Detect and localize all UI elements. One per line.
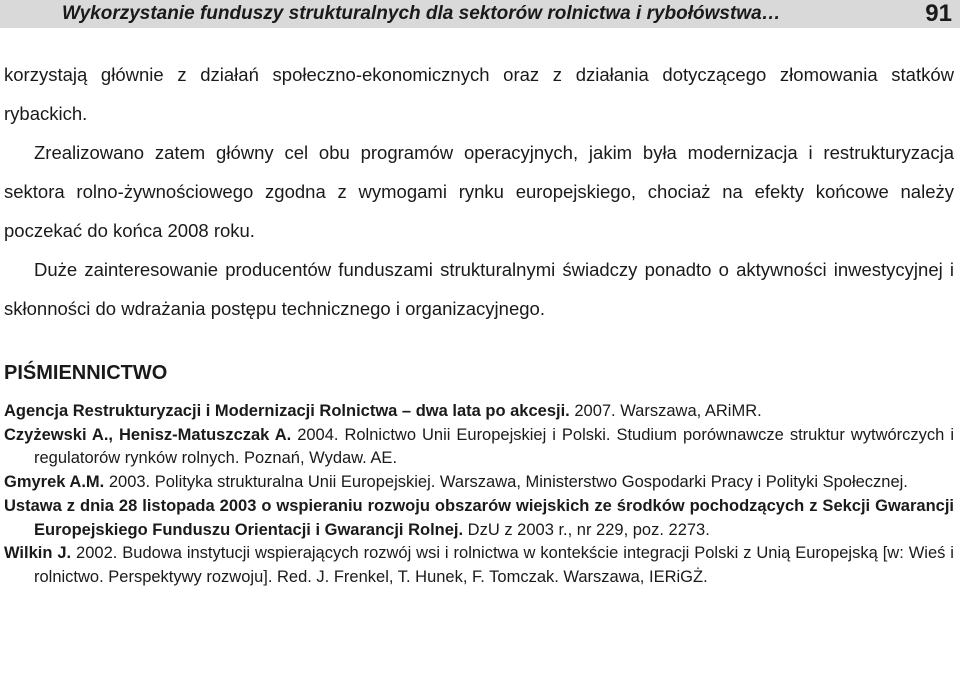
reference-details: 2007. Warszawa, ARiMR. (569, 402, 762, 420)
paragraph: korzystają głównie z działań społeczno-ekonomicznych oraz z działania dotyczącego złomowania statków rybackich. (4, 64, 954, 124)
reference-item (4, 400, 954, 424)
reference-details: 2002. Budowa instytucji wspierających rozwój wsi i rolnictwa w kontekście integracji Polski z Unią Europejską [w: Wieś i rolnictwo. Perspektywy rozwoju]. Red. J. Frenkel, T. Hunek, F. Tomczak. Warszawa, IERiGŻ. (34, 544, 954, 586)
reference-authors: Gmyrek A.M. (4, 473, 105, 492)
reference-authors: Czyżewski A., Henisz-Matuszczak A. (4, 425, 292, 444)
paragraph: Zrealizowano zatem główny cel obu programów operacyjnych, jakim była modernizacja i restrukturyzacja sektora rolno-żywnościowego zgodna z wymogami rynku europejskiego, chociaż na efekty końcowe należy poczekać do końca 2008 roku. (4, 142, 954, 241)
reference-item (4, 424, 954, 471)
running-header (0, 0, 960, 28)
paragraph: Duże zainteresowanie producentów funduszami strukturalnymi świadczy ponadto o aktywności inwestycyjnej i skłonności do wdrażania postępu technicznego i organizacyjnego. (4, 259, 954, 319)
page-number: 91 (925, 0, 952, 27)
reference-item (4, 495, 954, 542)
reference-details: 2004. Rolnictwo Unii Europejskiej i Polski. Studium porównawcze struktur wytwórczych i regulatorów rynków rolnych. Poznań, Wydaw. AE. (34, 425, 954, 468)
reference-authors: Wilkin J. (4, 544, 72, 563)
references-heading: PIŚMIENNICTWO (4, 362, 168, 384)
reference-details: 2003. Polityka strukturalna Unii Europejskiej. Warszawa, Ministerstwo Gospodarki Pracy i Polityki Społecznej. (104, 473, 908, 492)
running-title: Wykorzystanie funduszy strukturalnych dla sektorów rolnictwa i rybołówstwa… (62, 3, 781, 24)
reference-authors: Ustawa z dnia 28 listopada 2003 o wspieraniu rozwoju obszarów wiejskich ze środków pochodzących z Sekcji Gwarancji Europejskiego Funduszu Orientacji i Gwarancji Rolnej. (4, 496, 954, 539)
references-list (4, 400, 954, 590)
body-text (4, 55, 954, 328)
reference-item (4, 542, 954, 589)
reference-authors: Agencja Restrukturyzacji i Modernizacji Rolnictwa – dwa lata po akcesji. (4, 402, 570, 420)
reference-details: DzU z 2003 r., nr 229, poz. 2273. (463, 520, 710, 539)
reference-item (4, 471, 954, 495)
